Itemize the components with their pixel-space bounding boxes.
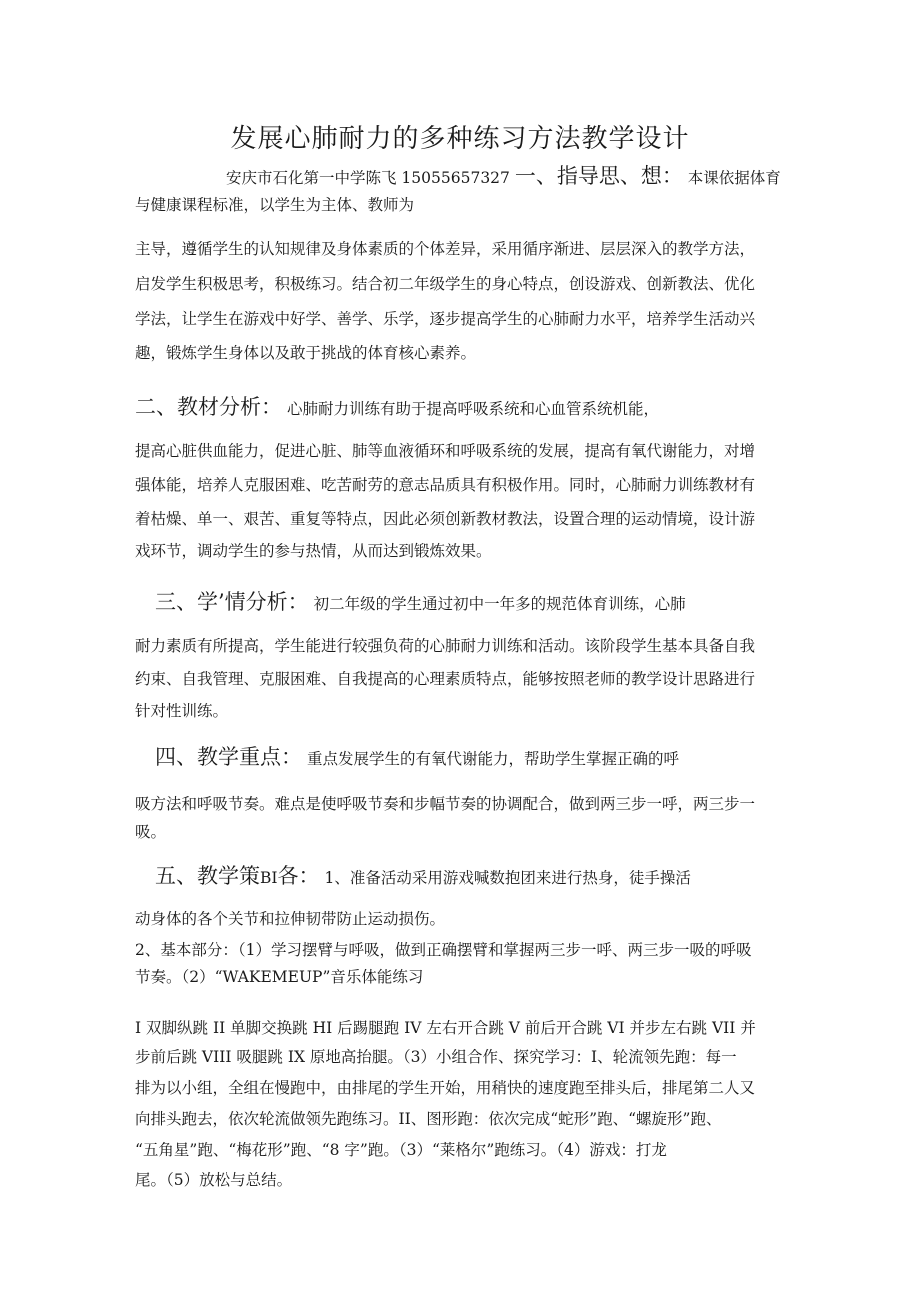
- paragraph-line: 尾。（5）放松与总结。: [135, 1171, 293, 1189]
- paragraph-line: 向排头跑去，依次轮流做领先跑练习。II、图形跑：依次完成“蛇形”跑、“螺旋形”跑、: [135, 1110, 722, 1128]
- author-and-section-1-line: [226, 166, 781, 188]
- section-4-first-text: 重点发展学生的有氧代谢能力，帮助学生掌握正确的呼: [306, 750, 679, 768]
- paragraph-line: 主导，遵循学生的认知规律及身体素质的个体差异，采用循序渐进、层层深入的教学方法，: [135, 240, 756, 258]
- section-1-heading: 一、指导思、想：: [514, 164, 683, 188]
- section-4-heading-line: [155, 747, 679, 769]
- paragraph-line: 启发学生积极思考，积极练习。结合初二年级学生的身心特点，创设游戏、创新教法、优化: [135, 275, 756, 293]
- section-5-heading-line: [155, 866, 691, 888]
- section-5-first-text: 1、准备活动采用游戏喊数抱团来进行热身，徒手操活: [324, 869, 691, 887]
- section-3-heading-line: [155, 592, 686, 614]
- paragraph-line: 戏环节，调动学生的参与热情，从而达到锻炼效果。: [135, 542, 492, 560]
- section-5-heading: 五、教学策: [155, 864, 260, 888]
- paragraph-line: 学法，让学生在游戏中好学、善学、乐学，逐步提高学生的心肺耐力水平，培养学生活动兴: [135, 310, 756, 328]
- paragraph-line: 2、基本部分：（1）学习摆臂与呼吸，做到正确摆臂和掌握两三步一呼、两三步一吸的呼吸: [135, 941, 752, 959]
- paragraph-line: 约束、自我管理、克服困难、自我提高的心理素质特点，能够按照老师的教学设计思路进行: [135, 670, 756, 688]
- paragraph-line: I 双脚纵跳 II 单脚交换跳 HI 后踢腿跑 IV 左右开合跳 V 前后开合跳 VI 并步左右跳 VII 并: [135, 1019, 756, 1037]
- paragraph-line: “五角星”跑、“梅花形”跑、“8 字”跑。（3）“莱格尔”跑练习。（4）游戏：打龙: [135, 1141, 667, 1159]
- section-3-first-text: 初二年级的学生通过初中一年多的规范体育训练，心肺: [313, 595, 686, 613]
- section-5-heading-end: 各：: [277, 864, 320, 888]
- paragraph-line: 耐力素质有所提高，学生能进行较强负荷的心肺耐力训练和活动。该阶段学生基本具备自我: [135, 637, 756, 655]
- section-3-heading: 三、学’情分析：: [155, 590, 309, 614]
- section-1-first-text: 本课依据体育: [687, 169, 781, 187]
- paragraph-line: 针对性训练。: [135, 702, 229, 720]
- paragraph-line: 步前后跳 VIII 吸腿跳 IX 原地高抬腿。（3）小组合作、探究学习：I、轮流领先跑：每一: [135, 1048, 737, 1066]
- paragraph-line: 动身体的各个关节和拉伸韧带防止运动损伤。: [135, 910, 446, 928]
- paragraph-line: 节奏。（2）“WAKEMEUP”音乐体能练习: [135, 968, 424, 986]
- document-title: 发展心肺耐力的多种练习方法教学设计: [230, 124, 690, 154]
- paragraph-line: 强体能，培养人克服困难、吃苦耐劳的意志品质具有积极作用。同时，心肺耐力训练教材有: [135, 476, 756, 494]
- author-line: 安庆市石化第一中学陈飞 15055657327: [226, 169, 510, 187]
- section-4-heading: 四、教学重点：: [155, 745, 302, 769]
- section-2-heading: 二、教材分析：: [135, 395, 282, 419]
- paragraph-line: 吸。: [135, 823, 167, 841]
- paragraph-line: 趣，锻炼学生身体以及敢于挑战的体育核心素养。: [135, 344, 477, 362]
- paragraph-line: 着枯燥、单一、艰苦、重复等特点，因此必须创新教材教法，设置合理的运动情境，设计游: [135, 510, 756, 528]
- section-2-heading-line: [135, 397, 659, 419]
- paragraph-line: 吸方法和呼吸节奏。难点是使呼吸节奏和步幅节奏的协调配合，做到两三步一呼，两三步一: [135, 795, 756, 813]
- paragraph-line: 排为以小组，全组在慢跑中，由排尾的学生开始，用稍快的速度跑至排头后，排尾第二人又: [135, 1079, 756, 1097]
- section-1-line-2: 与健康课程标准，以学生为主体、教师为: [135, 196, 415, 214]
- paragraph-line: 提高心脏供血能力，促进心脏、肺等血液循环和呼吸系统的发展，提高有氧代谢能力，对增: [135, 442, 756, 460]
- section-5-heading-glitch: BI: [260, 869, 278, 887]
- section-2-first-text: 心肺耐力训练有助于提高呼吸系统和心血管系统机能，: [286, 400, 659, 418]
